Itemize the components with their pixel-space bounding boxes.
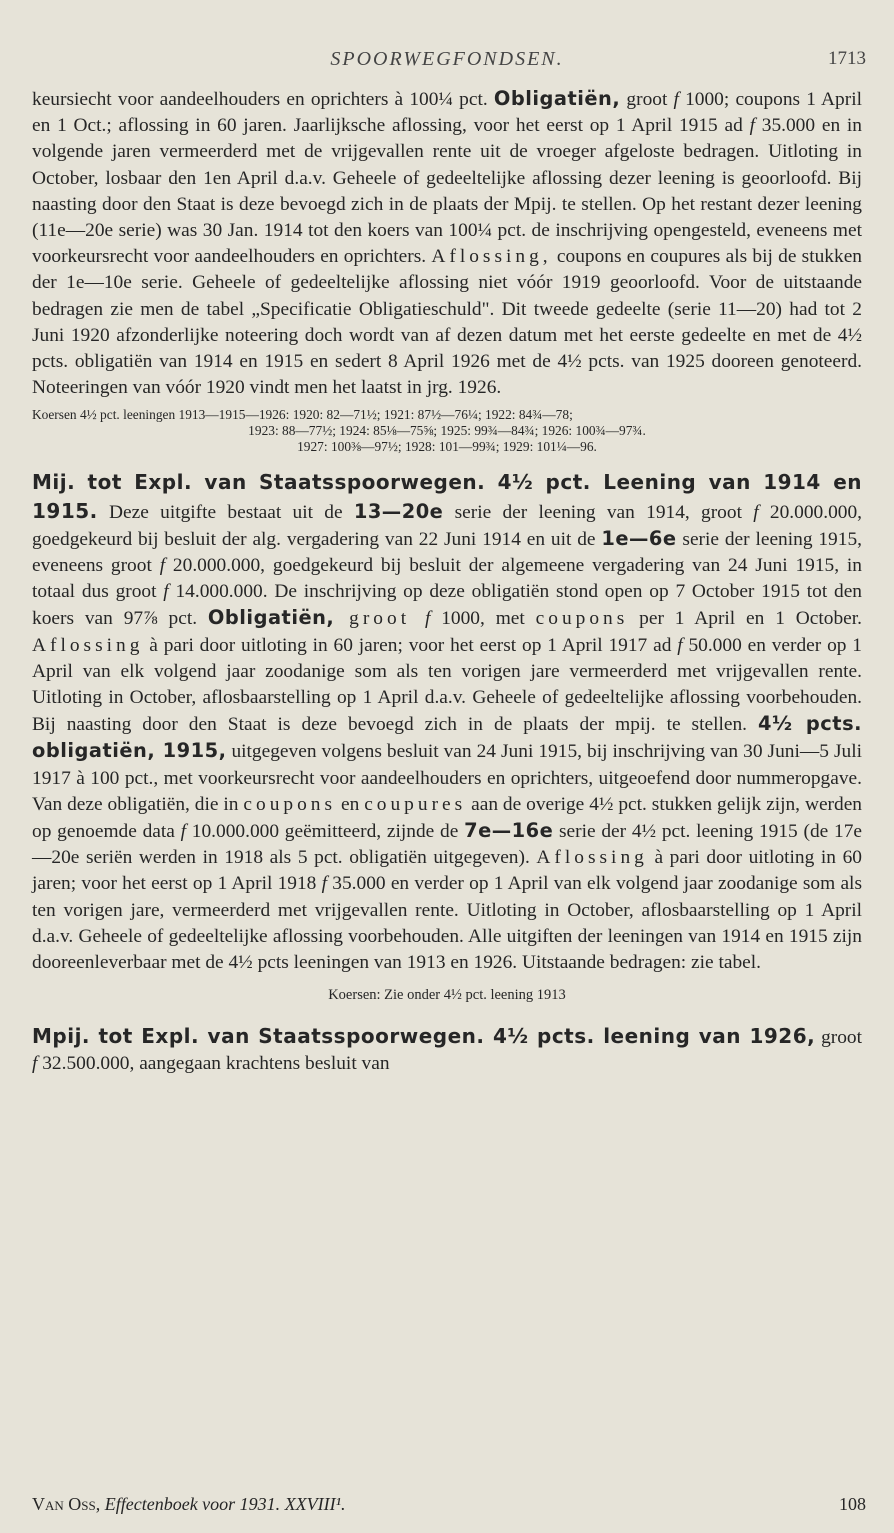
keyword-obligaties: Obligatiën,: [493, 87, 621, 110]
keyword-aflossing: Aflossing,: [431, 246, 552, 268]
body-text: [32, 86, 862, 1077]
section-loan-1926: Mpij. tot Expl. van Staatsspoorwegen. 4½ pcts. leening van 1926, groot f 32.500.000, aangegaan krachtens besluit van: [32, 1023, 863, 1074]
section-heading: Mpij. tot Expl. van Staatsspoorwegen. 4½ pcts. leening van 1926,: [32, 1023, 816, 1048]
paragraph-continued-loan: keursiecht voor aandeelhouders en oprichters à 100¼ pct. Obligatiën, groot f 1000; coupons 1 April en 1 Oct.; aflossing in 60 jaren. Jaarlijksche aflossing, voor het eerst op 1 April 1915 ad f 35.000 en in volgende jaren vermeerderd met de vrijgevallen rente uit de vroeger afgeloste bedragen. Uitloting in October, losbaar den 1en April d.a.v. Geheele of gedeeltelijke aflossing dezer leening is geoorloofd. Bij naasting door den Staat is deze bevoegd zich in de plaats der Mpij. te stellen. Op het restant dezer leening (11e—20e serie) was 30 Jan. 1914 tot den koers van 100¼ pct. de inschrijving opengesteld, eveneens met voorkeursrecht voor aandeelhouders en oprichters. Aflossing, coupons en coupures als bij de stukken der 1e—10e serie. Geheele of gedeeltelijke aflossing niet vóór 1919 geoorloofd. Voor de uitstaande bedragen zie men de tabel „Specificatie Obligatieschuld". Dit tweede gedeelte (serie 11—20) had tot 2 Juni 1920 afzonderlijke noteering doch wordt van af dezen datum met het eerste gedeelte en met de 4½ pcts. obligatiën van 1914 en 1915 en sedert 8 April 1926 met de 4½ pcts. van 1925 dooreen genoteerd. Noteeringen van vóór 1920 vindt men het laatst in jrg. 1926.: [32, 87, 862, 399]
quotes-line: 1923: 88—77½; 1924: 85⅛—75⅝; 1925: 99¾—84¾; 1926: 100¾—97¾.: [248, 423, 646, 439]
quotes-line: 1927: 100⅜—97½; 1928: 101—99¾; 1929: 101¼—96.: [297, 439, 597, 455]
quotes-table-1: [32, 407, 862, 455]
page-number: 1713: [828, 48, 866, 69]
footer-sheet-number: 108: [839, 1494, 866, 1514]
running-title: SPOORWEGFONDSEN.: [330, 48, 564, 70]
quotes-reference: Koersen: Zie onder 4½ pct. leening 1913: [328, 987, 566, 1004]
section-loan-1914-1915: Mij. tot Expl. van Staatsspoorwegen. 4½ pct. Leening van 1914 en 1915. Deze uitgifte bestaat uit de 13—20e serie der leening van 1914, groot f 20.000.000, goedgekeurd bij besluit der alg. vergadering van 22 Juni 1914 en uit de 1e—6e serie der leening 1915, eveneens groot f 20.000.000, goedgekeurd bij besluit der algemeene vergadering van 24 Juni 1915, in totaal dus groot f 14.000.000. De inschrijving op deze obligatiën stond open op 7 October 1915 tot den koers van 97⅞ pct. Obligatiën, groot f 1000, met coupons per 1 April en 1 October. Aflossing à pari door uitloting in 60 jaren; voor het eerst op 1 April 1917 ad f 50.000 en verder op 1 April van elk volgend jaar zoodanige som als ten vorigen jare vermeerderd met vrijgevallen rente. Uitloting in October, aflosbaarstelling op 1 April d.a.v. Geheele of gedeeltelijke aflossing voorbehouden. Bij naasting door den Staat is deze bevoegd zich in de plaats der mpij. te stellen. 4½ pcts. obligatiën, 1915, uitgegeven volgens besluit van 24 Juni 1915, bij inschrijving van 30 Juni—5 Juli 1917 à 100 pct., met voorkeursrecht voor aandeelhouders en oprichters, uitgeoefend door nummeropgave. Van deze obligatiën, die in coupons en coupures aan de overige 4½ pct. stukken gelijk zijn, werden op genoemde data f 10.000.000 geëmitteerd, zijnde de 7e—16e serie der 4½ pct. leening 1915 (de 17e—20e seriën werden in 1918 als 5 pct. obligatiën uitgegeven). Aflossing à pari door uitloting in 60 jaren; voor het eerst op 1 April 1918 f 35.000 en verder op 1 April van elk volgend jaar zoodanige som als ten vorigen jare, vermeerderd met vrijgevallen rente. Uitloting in October, aflosbaarstelling op 1 April d.a.v. Geheele of gedeeltelijke aflossing voorbehouden. Alle uitgiften der leeningen van 1914 en 1915 zijn dooreenleverbaar met de 4½ pcts leeningen van 1913 en 1926. Uitstaande bedragen: zie tabel.: [32, 470, 863, 974]
page-footer: [32, 1494, 866, 1515]
footer-book-title: Effectenboek voor 1931.: [104, 1494, 281, 1514]
section-heading: Mij. tot Expl. van Staatsspoorwegen. 4½ pct. Leening van 1914 en 1915.: [32, 470, 862, 523]
footer-publisher: Van Oss,: [32, 1494, 101, 1514]
quotes-line: Koersen 4½ pct. leeningen 1913—1915—1926: 1920: 82—71½; 1921: 87½—76¼; 1922: 84¾—78;: [32, 407, 573, 423]
running-head: [0, 48, 894, 76]
footer-volume: XXVIII¹.: [284, 1494, 346, 1514]
